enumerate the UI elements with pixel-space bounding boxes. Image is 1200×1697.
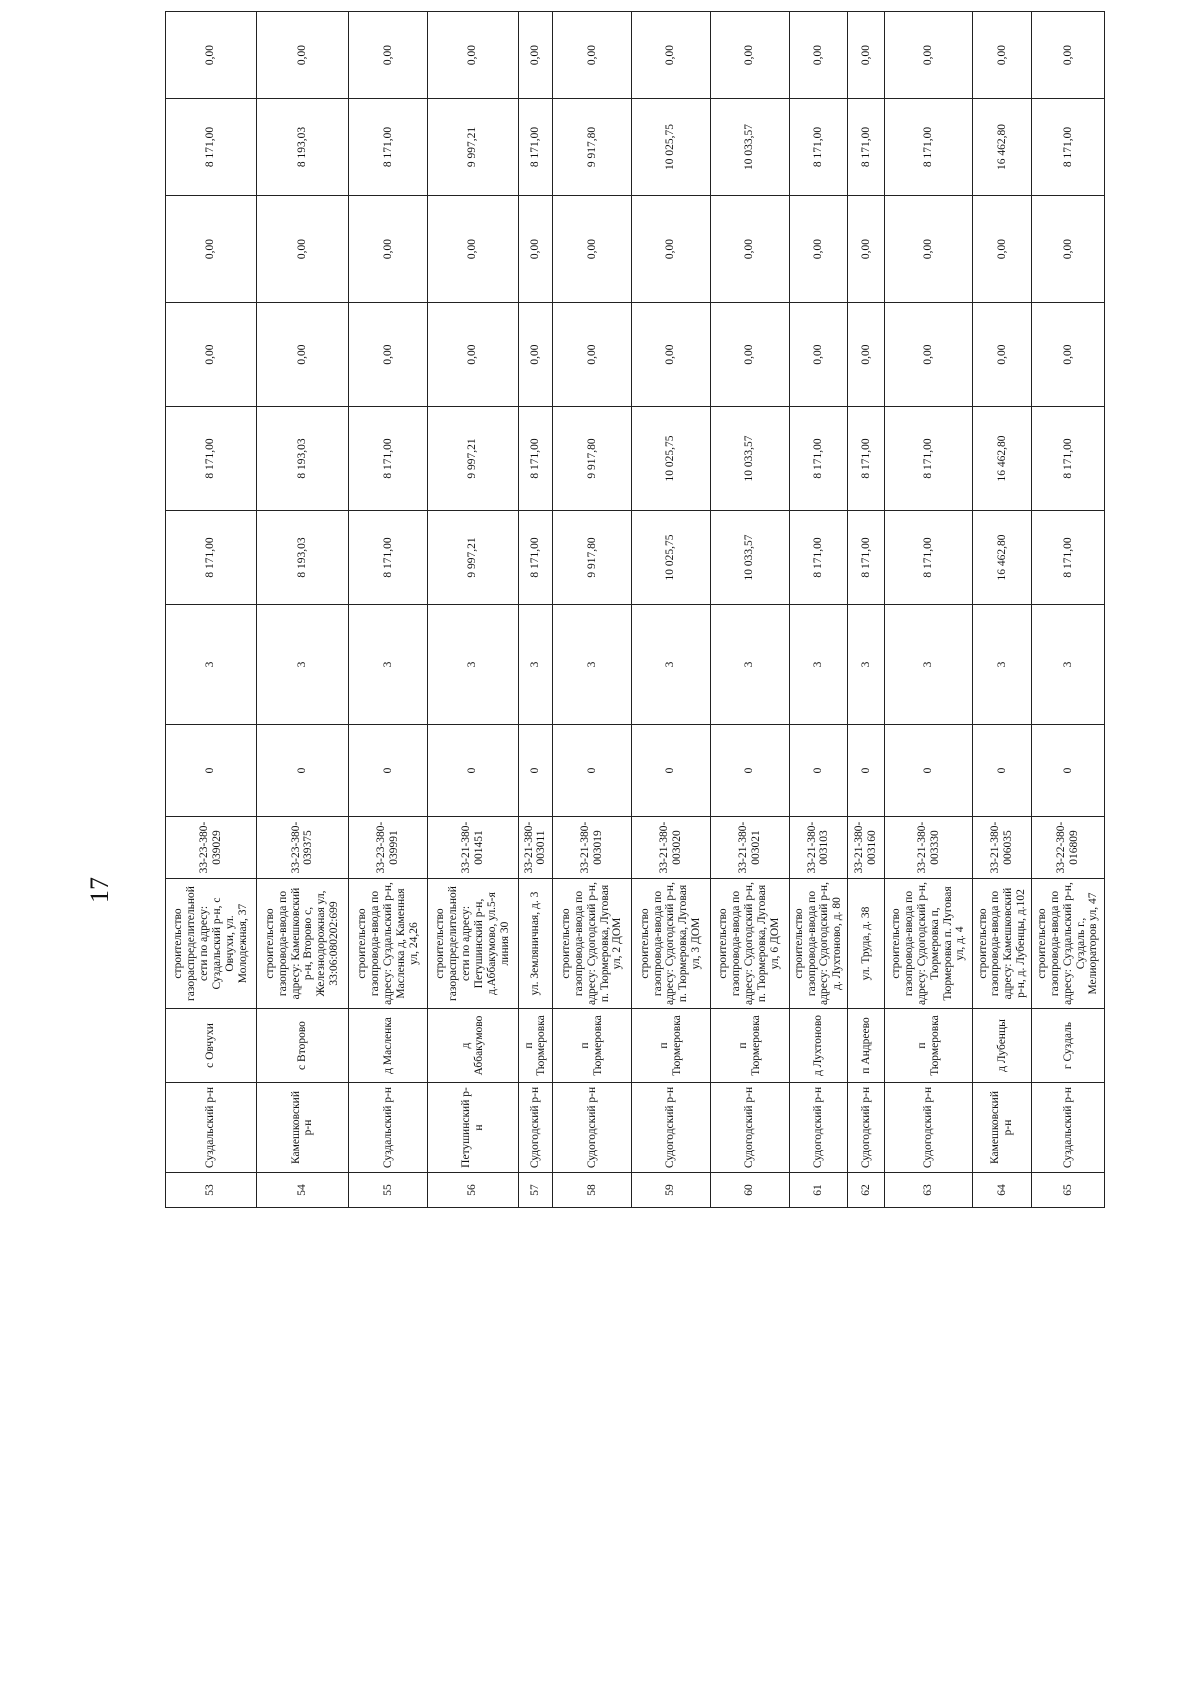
col-amount-5: 8 171,00 — [166, 99, 257, 196]
col-count-b: 3 — [632, 605, 711, 725]
col-count-b: 3 — [710, 605, 789, 725]
row-number: 63 — [884, 1173, 972, 1208]
table-row — [166, 12, 257, 1208]
row-number: 60 — [710, 1173, 789, 1208]
col-amount-6: 0,00 — [518, 12, 553, 99]
cadastral-code: 33-21-380-003160 — [848, 817, 885, 879]
col-amount-6: 0,00 — [1032, 12, 1105, 99]
col-amount-6: 0,00 — [166, 12, 257, 99]
description: строительство газопровода-ввода по адресу: Камешковский р-н, д. Лубенцы, д.102 — [973, 879, 1032, 1009]
col-amount-6: 0,00 — [553, 12, 632, 99]
col-amount-4: 0,00 — [632, 196, 711, 303]
row-number: 65 — [1032, 1173, 1105, 1208]
col-amount-3: 0,00 — [256, 303, 349, 407]
col-amount-2: 8 171,00 — [1032, 407, 1105, 511]
locality: п Тюрмеровка — [710, 1009, 789, 1083]
col-count-a: 0 — [848, 725, 885, 817]
table-row — [710, 12, 789, 1208]
table-row — [518, 12, 553, 1208]
col-amount-2: 8 171,00 — [166, 407, 257, 511]
col-count-a: 0 — [710, 725, 789, 817]
col-amount-5: 8 171,00 — [789, 99, 848, 196]
col-amount-2: 10 033,57 — [710, 407, 789, 511]
locality: д Масленка — [349, 1009, 428, 1083]
col-amount-5: 8 171,00 — [884, 99, 972, 196]
table-row — [848, 12, 885, 1208]
col-amount-5: 9 917,80 — [553, 99, 632, 196]
table-row — [256, 12, 349, 1208]
col-amount-3: 0,00 — [884, 303, 972, 407]
col-amount-5: 10 033,57 — [710, 99, 789, 196]
col-amount-2: 8 171,00 — [518, 407, 553, 511]
district: Судогодский р-н — [518, 1083, 553, 1173]
data-table — [165, 11, 1105, 1208]
col-count-a: 0 — [789, 725, 848, 817]
row-number: 61 — [789, 1173, 848, 1208]
col-amount-4: 0,00 — [166, 196, 257, 303]
cadastral-code: 33-21-380-003011 — [518, 817, 553, 879]
locality: п Андреево — [848, 1009, 885, 1083]
table-row — [973, 12, 1032, 1208]
col-amount-1: 10 033,57 — [710, 511, 789, 605]
col-amount-1: 8 171,00 — [1032, 511, 1105, 605]
cadastral-code: 33-23-380-039991 — [349, 817, 428, 879]
col-count-a: 0 — [166, 725, 257, 817]
col-count-a: 0 — [1032, 725, 1105, 817]
district: Камешковский р-н — [256, 1083, 349, 1173]
col-amount-4: 0,00 — [428, 196, 519, 303]
col-count-a: 0 — [349, 725, 428, 817]
district: Суздальский р-н — [1032, 1083, 1105, 1173]
col-amount-1: 10 025,75 — [632, 511, 711, 605]
cadastral-code: 33-23-380-039375 — [256, 817, 349, 879]
col-amount-4: 0,00 — [848, 196, 885, 303]
col-amount-3: 0,00 — [349, 303, 428, 407]
description: строительство газопровода-ввода по адресу: Судогодский р-н, п. Тюрмеровка, Луговая ул, 2 ДОМ — [553, 879, 632, 1009]
col-amount-2: 8 171,00 — [848, 407, 885, 511]
col-count-b: 3 — [789, 605, 848, 725]
col-count-a: 0 — [256, 725, 349, 817]
col-amount-1: 8 171,00 — [848, 511, 885, 605]
col-amount-1: 8 171,00 — [166, 511, 257, 605]
col-amount-3: 0,00 — [428, 303, 519, 407]
col-amount-6: 0,00 — [884, 12, 972, 99]
col-amount-2: 9 917,80 — [553, 407, 632, 511]
col-amount-6: 0,00 — [256, 12, 349, 99]
col-amount-3: 0,00 — [632, 303, 711, 407]
col-amount-5: 10 025,75 — [632, 99, 711, 196]
col-count-b: 3 — [973, 605, 1032, 725]
col-amount-4: 0,00 — [518, 196, 553, 303]
col-amount-3: 0,00 — [1032, 303, 1105, 407]
cadastral-code: 33-23-380-039029 — [166, 817, 257, 879]
col-amount-1: 16 462,80 — [973, 511, 1032, 605]
district: Камешковский р-н — [973, 1083, 1032, 1173]
col-count-a: 0 — [632, 725, 711, 817]
description: строительство газопровода-ввода по адресу: Камешковский р-н, Второво с, Железнодорожная ул, 33:06:080202:699 — [256, 879, 349, 1009]
table-row — [349, 12, 428, 1208]
col-amount-1: 9 917,80 — [553, 511, 632, 605]
table-body — [166, 12, 1105, 1208]
description: ул. Труда, д. 38 — [848, 879, 885, 1009]
col-amount-4: 0,00 — [349, 196, 428, 303]
col-amount-1: 8 171,00 — [518, 511, 553, 605]
locality: с Овчухи — [166, 1009, 257, 1083]
col-amount-3: 0,00 — [710, 303, 789, 407]
rotated-table-container — [165, 44, 1105, 1208]
col-count-a: 0 — [553, 725, 632, 817]
col-count-b: 3 — [553, 605, 632, 725]
col-amount-2: 10 025,75 — [632, 407, 711, 511]
col-amount-2: 8 171,00 — [884, 407, 972, 511]
district: Судогодский р-н — [553, 1083, 632, 1173]
cadastral-code: 33-22-380-016809 — [1032, 817, 1105, 879]
cadastral-code: 33-21-380-006035 — [973, 817, 1032, 879]
row-number: 58 — [553, 1173, 632, 1208]
locality: п Тюрмеровка — [518, 1009, 553, 1083]
col-count-a: 0 — [428, 725, 519, 817]
table-row — [789, 12, 848, 1208]
locality: п Тюрмеровка — [553, 1009, 632, 1083]
col-amount-4: 0,00 — [553, 196, 632, 303]
col-amount-3: 0,00 — [789, 303, 848, 407]
col-count-a: 0 — [518, 725, 553, 817]
district: Суздальский р-н — [349, 1083, 428, 1173]
col-count-b: 3 — [518, 605, 553, 725]
table-row — [553, 12, 632, 1208]
col-count-b: 3 — [884, 605, 972, 725]
district: Судогодский р-н — [848, 1083, 885, 1173]
locality: п Тюрмеровка — [632, 1009, 711, 1083]
col-amount-4: 0,00 — [256, 196, 349, 303]
locality: п Тюрмеровка — [884, 1009, 972, 1083]
row-number: 53 — [166, 1173, 257, 1208]
locality: д Аббакумово — [428, 1009, 519, 1083]
district: Судогодский р-н — [632, 1083, 711, 1173]
table-row — [632, 12, 711, 1208]
col-count-b: 3 — [166, 605, 257, 725]
page-number: 17 — [85, 877, 114, 903]
col-amount-5: 8 171,00 — [518, 99, 553, 196]
col-amount-3: 0,00 — [166, 303, 257, 407]
row-number: 56 — [428, 1173, 519, 1208]
col-count-b: 3 — [349, 605, 428, 725]
table-row — [884, 12, 972, 1208]
locality: д Лухтоново — [789, 1009, 848, 1083]
cadastral-code: 33-21-380-003021 — [710, 817, 789, 879]
col-amount-2: 16 462,80 — [973, 407, 1032, 511]
locality: с Второво — [256, 1009, 349, 1083]
col-amount-2: 9 997,21 — [428, 407, 519, 511]
locality: д Лубенцы — [973, 1009, 1032, 1083]
district: Судогодский р-н — [884, 1083, 972, 1173]
col-amount-5: 8 171,00 — [1032, 99, 1105, 196]
col-amount-1: 8 171,00 — [349, 511, 428, 605]
col-count-b: 3 — [1032, 605, 1105, 725]
col-amount-6: 0,00 — [789, 12, 848, 99]
col-amount-1: 9 997,21 — [428, 511, 519, 605]
col-amount-6: 0,00 — [710, 12, 789, 99]
col-amount-2: 8 171,00 — [349, 407, 428, 511]
row-number: 64 — [973, 1173, 1032, 1208]
description: строительство газопровода-ввода по адресу: Судогодский р-н, п. Тюрмеровка, Луговая ул, 6 ДОМ — [710, 879, 789, 1009]
col-amount-4: 0,00 — [789, 196, 848, 303]
cadastral-code: 33-21-380-003019 — [553, 817, 632, 879]
col-amount-1: 8 171,00 — [789, 511, 848, 605]
col-amount-5: 8 171,00 — [349, 99, 428, 196]
col-count-a: 0 — [973, 725, 1032, 817]
table-row — [428, 12, 519, 1208]
col-amount-5: 8 171,00 — [848, 99, 885, 196]
row-number: 62 — [848, 1173, 885, 1208]
col-amount-3: 0,00 — [973, 303, 1032, 407]
locality: г Суздаль — [1032, 1009, 1105, 1083]
col-amount-3: 0,00 — [848, 303, 885, 407]
col-count-b: 3 — [848, 605, 885, 725]
description: строительство газопровода-ввода по адресу: Суздальский р-н, Суздаль г., Мелиораторов ул, 47 — [1032, 879, 1105, 1009]
cadastral-code: 33-21-380-003330 — [884, 817, 972, 879]
row-number: 55 — [349, 1173, 428, 1208]
col-amount-3: 0,00 — [518, 303, 553, 407]
col-amount-1: 8 193,03 — [256, 511, 349, 605]
description: строительство газопровода-ввода по адресу: Судогодский р-н, д. Лухтоново, д. 80 — [789, 879, 848, 1009]
col-amount-4: 0,00 — [1032, 196, 1105, 303]
col-amount-6: 0,00 — [848, 12, 885, 99]
description: строительство газопровода-ввода по адресу: Судогодский р-н, п. Тюрмеровка, Луговая ул, 3 ДОМ — [632, 879, 711, 1009]
col-count-b: 3 — [256, 605, 349, 725]
col-amount-1: 8 171,00 — [884, 511, 972, 605]
col-amount-6: 0,00 — [973, 12, 1032, 99]
col-count-a: 0 — [884, 725, 972, 817]
row-number: 57 — [518, 1173, 553, 1208]
col-amount-2: 8 193,03 — [256, 407, 349, 511]
description: строительство газопровода-ввода по адресу: Судогодский р-н, Тюрмеровка п, Тюрмеровка п. Луговая ул, д. 4 — [884, 879, 972, 1009]
description: строительство газопровода-ввода по адресу: Суздальский р-н, Масленка д, Каменная ул, 24,26 — [349, 879, 428, 1009]
district: Судогодский р-н — [789, 1083, 848, 1173]
cadastral-code: 33-21-380-001451 — [428, 817, 519, 879]
col-amount-6: 0,00 — [349, 12, 428, 99]
description: строительство газораспределительной сети по адресу: Суздальский р-н, с Овчухи, ул. Молодежная, 37 — [166, 879, 257, 1009]
col-amount-4: 0,00 — [884, 196, 972, 303]
col-count-b: 3 — [428, 605, 519, 725]
description: строительство газораспределительной сети по адресу: Петушинский р-н, д.Аббакумово, ул.5-я линия 30 — [428, 879, 519, 1009]
cadastral-code: 33-21-380-003020 — [632, 817, 711, 879]
row-number: 54 — [256, 1173, 349, 1208]
col-amount-5: 8 193,03 — [256, 99, 349, 196]
col-amount-2: 8 171,00 — [789, 407, 848, 511]
row-number: 59 — [632, 1173, 711, 1208]
col-amount-5: 16 462,80 — [973, 99, 1032, 196]
col-amount-3: 0,00 — [553, 303, 632, 407]
table-row — [1032, 12, 1105, 1208]
col-amount-6: 0,00 — [632, 12, 711, 99]
col-amount-4: 0,00 — [710, 196, 789, 303]
district: Судогодский р-н — [710, 1083, 789, 1173]
district: Петушинский р-н — [428, 1083, 519, 1173]
district: Суздальский р-н — [166, 1083, 257, 1173]
cadastral-code: 33-21-380-003103 — [789, 817, 848, 879]
col-amount-5: 9 997,21 — [428, 99, 519, 196]
col-amount-4: 0,00 — [973, 196, 1032, 303]
description: ул. Земляничная, д. 3 — [518, 879, 553, 1009]
col-amount-6: 0,00 — [428, 12, 519, 99]
